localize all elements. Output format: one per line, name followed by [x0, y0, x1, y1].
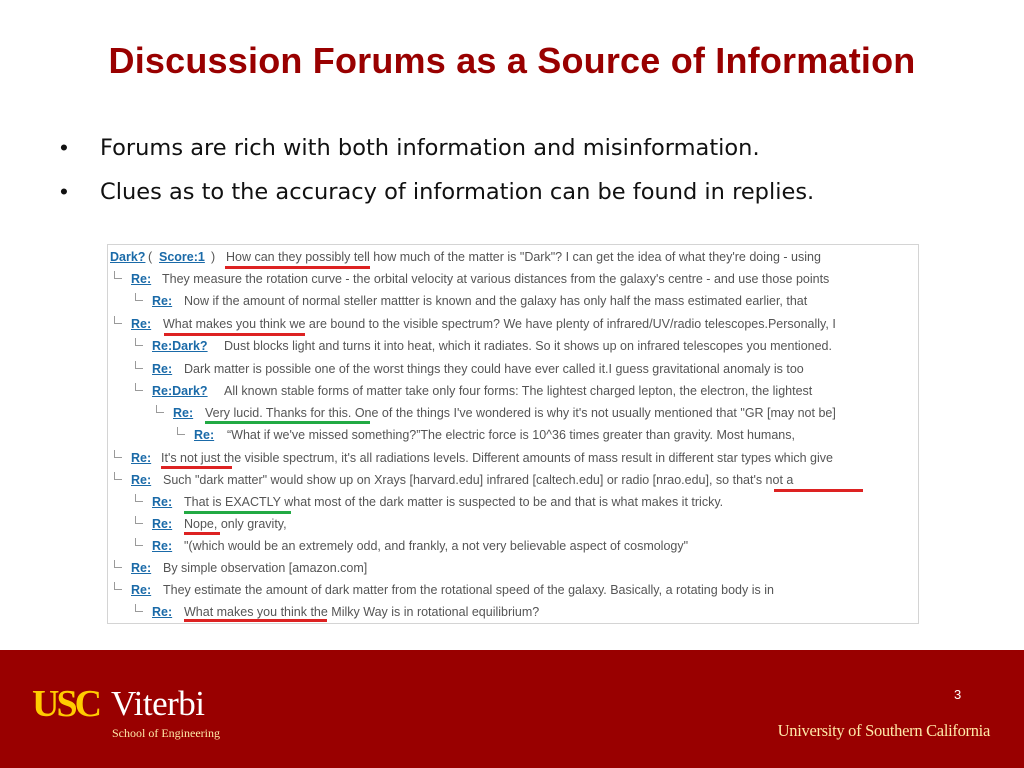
- post-text: They measure the rotation curve - the orbital velocity at various distances from the galaxy's centre - and use those points: [162, 272, 830, 286]
- tree-connector-icon: [135, 383, 143, 391]
- school-name: School of Engineering: [112, 726, 220, 740]
- thread-title-link[interactable]: Dark?: [110, 250, 146, 264]
- post-text: Such "dark matter" would show up on Xrays [harvard.edu] infrared [caltech.edu] or radio [nrao.edu], so that's not a: [163, 473, 794, 487]
- university-name: University of Southern California: [777, 721, 990, 740]
- misinformation-underline: [161, 466, 232, 469]
- post-text: How can they possibly tell how much of the matter is "Dark"? I can get the idea of what they're doing - using: [226, 250, 821, 264]
- reply-link[interactable]: Re:: [194, 428, 215, 442]
- reply-link[interactable]: Re:: [152, 294, 173, 308]
- reply-link[interactable]: Re:: [131, 317, 152, 331]
- post-text: “What if we've missed something?”The electric force is 10^36 times greater than gravity. Most humans,: [227, 428, 795, 442]
- reply-link[interactable]: Re:: [152, 539, 173, 553]
- reply-link[interactable]: Re:: [173, 406, 194, 420]
- post-text: Nope, only gravity,: [184, 517, 287, 531]
- usc-logo: USC: [32, 683, 100, 725]
- tree-connector-icon: [114, 472, 122, 480]
- tree-connector-icon: [135, 538, 143, 546]
- post-text: It's not just the visible spectrum, it's all radiations levels. Different amounts of mass result in different star types which give: [161, 451, 833, 465]
- score-link[interactable]: Score:1: [159, 250, 205, 264]
- post-text: What makes you think we are bound to the visible spectrum? We have plenty of infrared/UV/radio telescopes.Personally, I: [163, 317, 836, 331]
- reply-link[interactable]: Re:: [131, 561, 152, 575]
- post-text: What makes you think the Milky Way is in rotational equilibrium?: [184, 605, 540, 619]
- post-text: By simple observation [amazon.com]: [163, 561, 368, 575]
- tree-connector-icon: [114, 560, 122, 568]
- bullet-item: • Forums are rich with both information and misinformation.: [56, 126, 814, 170]
- reply-link[interactable]: Re:: [152, 362, 173, 376]
- misinformation-underline: [184, 619, 327, 622]
- tree-connector-icon: [135, 494, 143, 502]
- score-prefix: (: [148, 250, 153, 264]
- tree-connector-icon: [177, 427, 185, 435]
- reply-link[interactable]: Re:: [131, 272, 152, 286]
- reply-link[interactable]: Re:Dark?: [152, 339, 208, 353]
- reply-link[interactable]: Re:Dark?: [152, 384, 208, 398]
- tree-connector-icon: [114, 450, 122, 458]
- misinformation-underline: [225, 266, 370, 269]
- reply-link[interactable]: Re:: [131, 583, 152, 597]
- information-underline: [205, 421, 370, 424]
- post-text: Now if the amount of normal steller mattter is known and the galaxy has only half the mass estimated earlier, that: [184, 294, 808, 308]
- post-text: Dark matter is possible one of the worst things they could have ever called it.I guess gravitational anomaly is too: [184, 362, 804, 376]
- tree-connector-icon: [114, 316, 122, 324]
- slide-title: Discussion Forums as a Source of Information: [108, 40, 916, 81]
- score-suffix: ): [211, 250, 216, 264]
- reply-link[interactable]: Re:: [131, 451, 152, 465]
- reply-link[interactable]: Re:: [152, 495, 173, 509]
- misinformation-underline: [184, 532, 220, 535]
- tree-connector-icon: [135, 338, 143, 346]
- tree-connector-icon: [156, 405, 164, 413]
- post-text: Very lucid. Thanks for this. One of the things I've wondered is why it's not usually mentioned that "GR [may not be]: [205, 406, 836, 420]
- reply-link[interactable]: Re:: [152, 605, 173, 619]
- reply-link[interactable]: Re:: [152, 517, 173, 531]
- bullet-item: • Clues as to the accuracy of information can be found in replies.: [56, 170, 814, 214]
- post-text: "(which would be an extremely odd, and frankly, a not very believable aspect of cosmology": [184, 539, 689, 553]
- post-text: That is EXACTLY what most of the dark matter is suspected to be and that is what makes it tricky.: [184, 495, 724, 509]
- tree-connector-icon: [114, 582, 122, 590]
- misinformation-underline: [774, 489, 863, 492]
- page-number: 3: [954, 687, 962, 702]
- post-text: Dust blocks light and turns it into heat, which it radiates. So it shows up on infrared telescopes you mentioned.: [224, 339, 832, 353]
- tree-connector-icon: [135, 516, 143, 524]
- information-underline: [184, 511, 291, 514]
- post-text: All known stable forms of matter take only four forms: The lightest charged lepton, the electron, the lightest: [224, 384, 813, 398]
- post-text: They estimate the amount of dark matter from the rotational speed of the galaxy. Basically, a rotating body is in: [163, 583, 774, 597]
- reply-link[interactable]: Re:: [131, 473, 152, 487]
- bullet-list: [56, 126, 814, 214]
- tree-connector-icon: [135, 604, 143, 612]
- tree-connector-icon: [135, 361, 143, 369]
- misinformation-underline: [164, 333, 305, 336]
- viterbi-logo: Viterbi: [111, 684, 205, 723]
- tree-connector-icon: [135, 293, 143, 301]
- forum-thread-screenshot: [107, 244, 919, 624]
- tree-connector-icon: [114, 271, 122, 279]
